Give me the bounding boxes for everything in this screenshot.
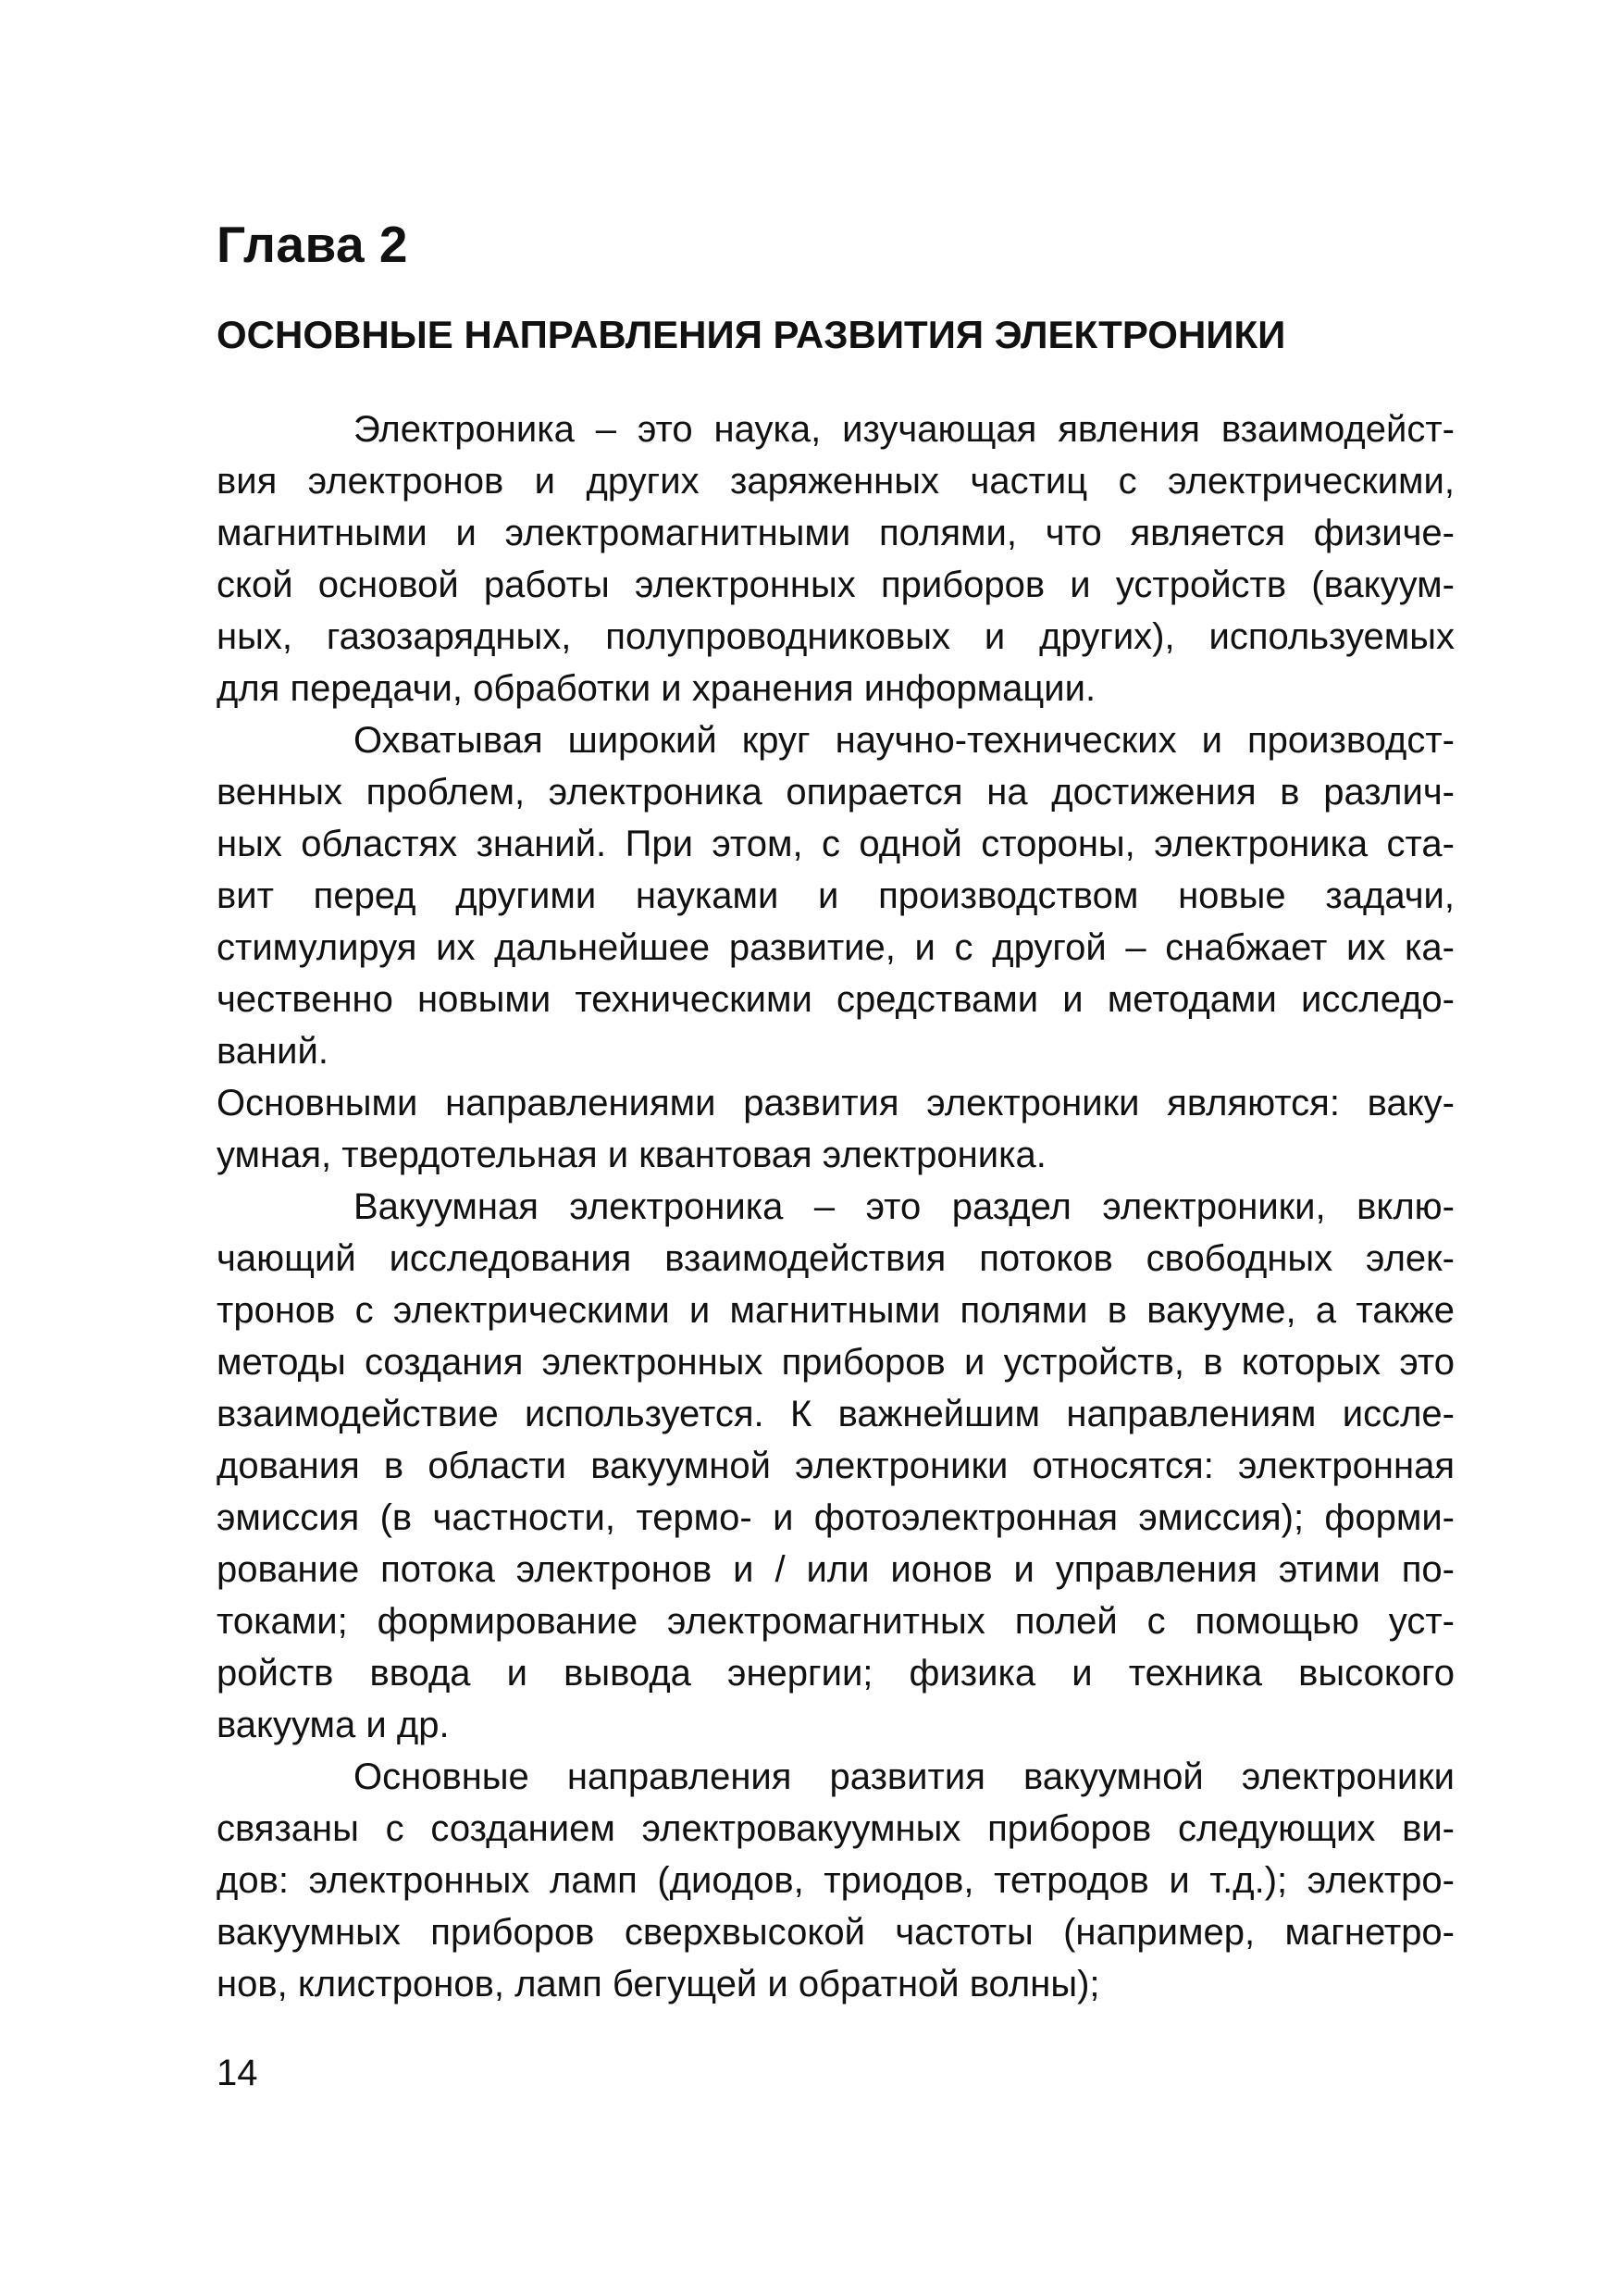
text-line: ской основой работы электронных приборов и устройств (вакуум- xyxy=(217,565,1455,605)
text-line: магнитными и электромагнитными полями, что является физиче- xyxy=(217,513,1455,553)
text-line: ваний. xyxy=(217,1031,328,1072)
chapter-label: Глава 2 xyxy=(217,216,409,273)
text-line: рование потока электронов и / или ионов и управления этими по- xyxy=(217,1549,1455,1590)
text-line: взаимодействие используется. К важнейшим направлениям иссле- xyxy=(217,1394,1455,1434)
body-text xyxy=(217,403,1455,2010)
text-line: связаны с созданием электровакуумных приборов следующих ви- xyxy=(217,1808,1455,1849)
text-line: Основными направлениями развития электроники являются: ваку- xyxy=(217,1083,1455,1123)
text-line: Охватывая широкий круг научно-технических и производст- xyxy=(353,720,1455,761)
text-line: стимулируя их дальнейшее развитие, и с другой – снабжает их ка- xyxy=(217,927,1455,968)
page-number: 14 xyxy=(217,2053,258,2093)
chapter-title: ОСНОВНЫЕ НАПРАВЛЕНИЯ РАЗВИТИЯ ЭЛЕКТРОНИКИ xyxy=(217,313,1286,356)
text-line: вия электронов и других заряженных частиц с электрическими, xyxy=(217,461,1455,502)
text-line: венных проблем, электроника опирается на достижения в различ- xyxy=(217,772,1455,813)
text-line: тронов с электрическими и магнитными полями в вакууме, а также xyxy=(217,1290,1455,1331)
text-line: умная, твердотельная и квантовая электроника. xyxy=(217,1135,1047,1175)
text-line: методы создания электронных приборов и устройств, в которых это xyxy=(217,1342,1455,1383)
text-line: вакуумных приборов сверхвысокой частоты (например, магнетро- xyxy=(217,1912,1455,1953)
text-line: Электроника – это наука, изучающая явления взаимодейст- xyxy=(353,409,1455,450)
text-line: ных, газозарядных, полупроводниковых и других), используемых xyxy=(217,616,1455,657)
text-line: Основные направления развития вакуумной электроники xyxy=(353,1756,1455,1797)
text-line: эмиссия (в частности, термо- и фотоэлектронная эмиссия); форми- xyxy=(217,1497,1455,1538)
text-line: ройств ввода и вывода энергии; физика и техника высокого xyxy=(217,1653,1455,1694)
text-line: токами; формирование электромагнитных полей с помощью уст- xyxy=(217,1601,1455,1642)
text-line: ных областях знаний. При этом, с одной стороны, электроника ста- xyxy=(217,824,1455,864)
text-line: чающий исследования взаимодействия потоков свободных элек- xyxy=(217,1238,1455,1279)
text-line: для передачи, обработки и хранения информации. xyxy=(217,668,1096,709)
text-line: вит перед другими науками и производством новые задачи, xyxy=(217,875,1455,916)
text-line: нов, клистронов, ламп бегущей и обратной волны); xyxy=(217,1964,1100,2004)
text-line: Вакуумная электроника – это раздел электроники, вклю- xyxy=(353,1186,1455,1227)
text-line: вакуума и др. xyxy=(217,1705,450,1745)
text-line: чественно новыми техническими средствами и методами исследо- xyxy=(217,979,1455,1020)
text-line: дования в области вакуумной электроники относятся: электронная xyxy=(217,1446,1455,1486)
text-line: дов: электронных ламп (диодов, триодов, тетродов и т.д.); электро- xyxy=(217,1860,1455,1901)
